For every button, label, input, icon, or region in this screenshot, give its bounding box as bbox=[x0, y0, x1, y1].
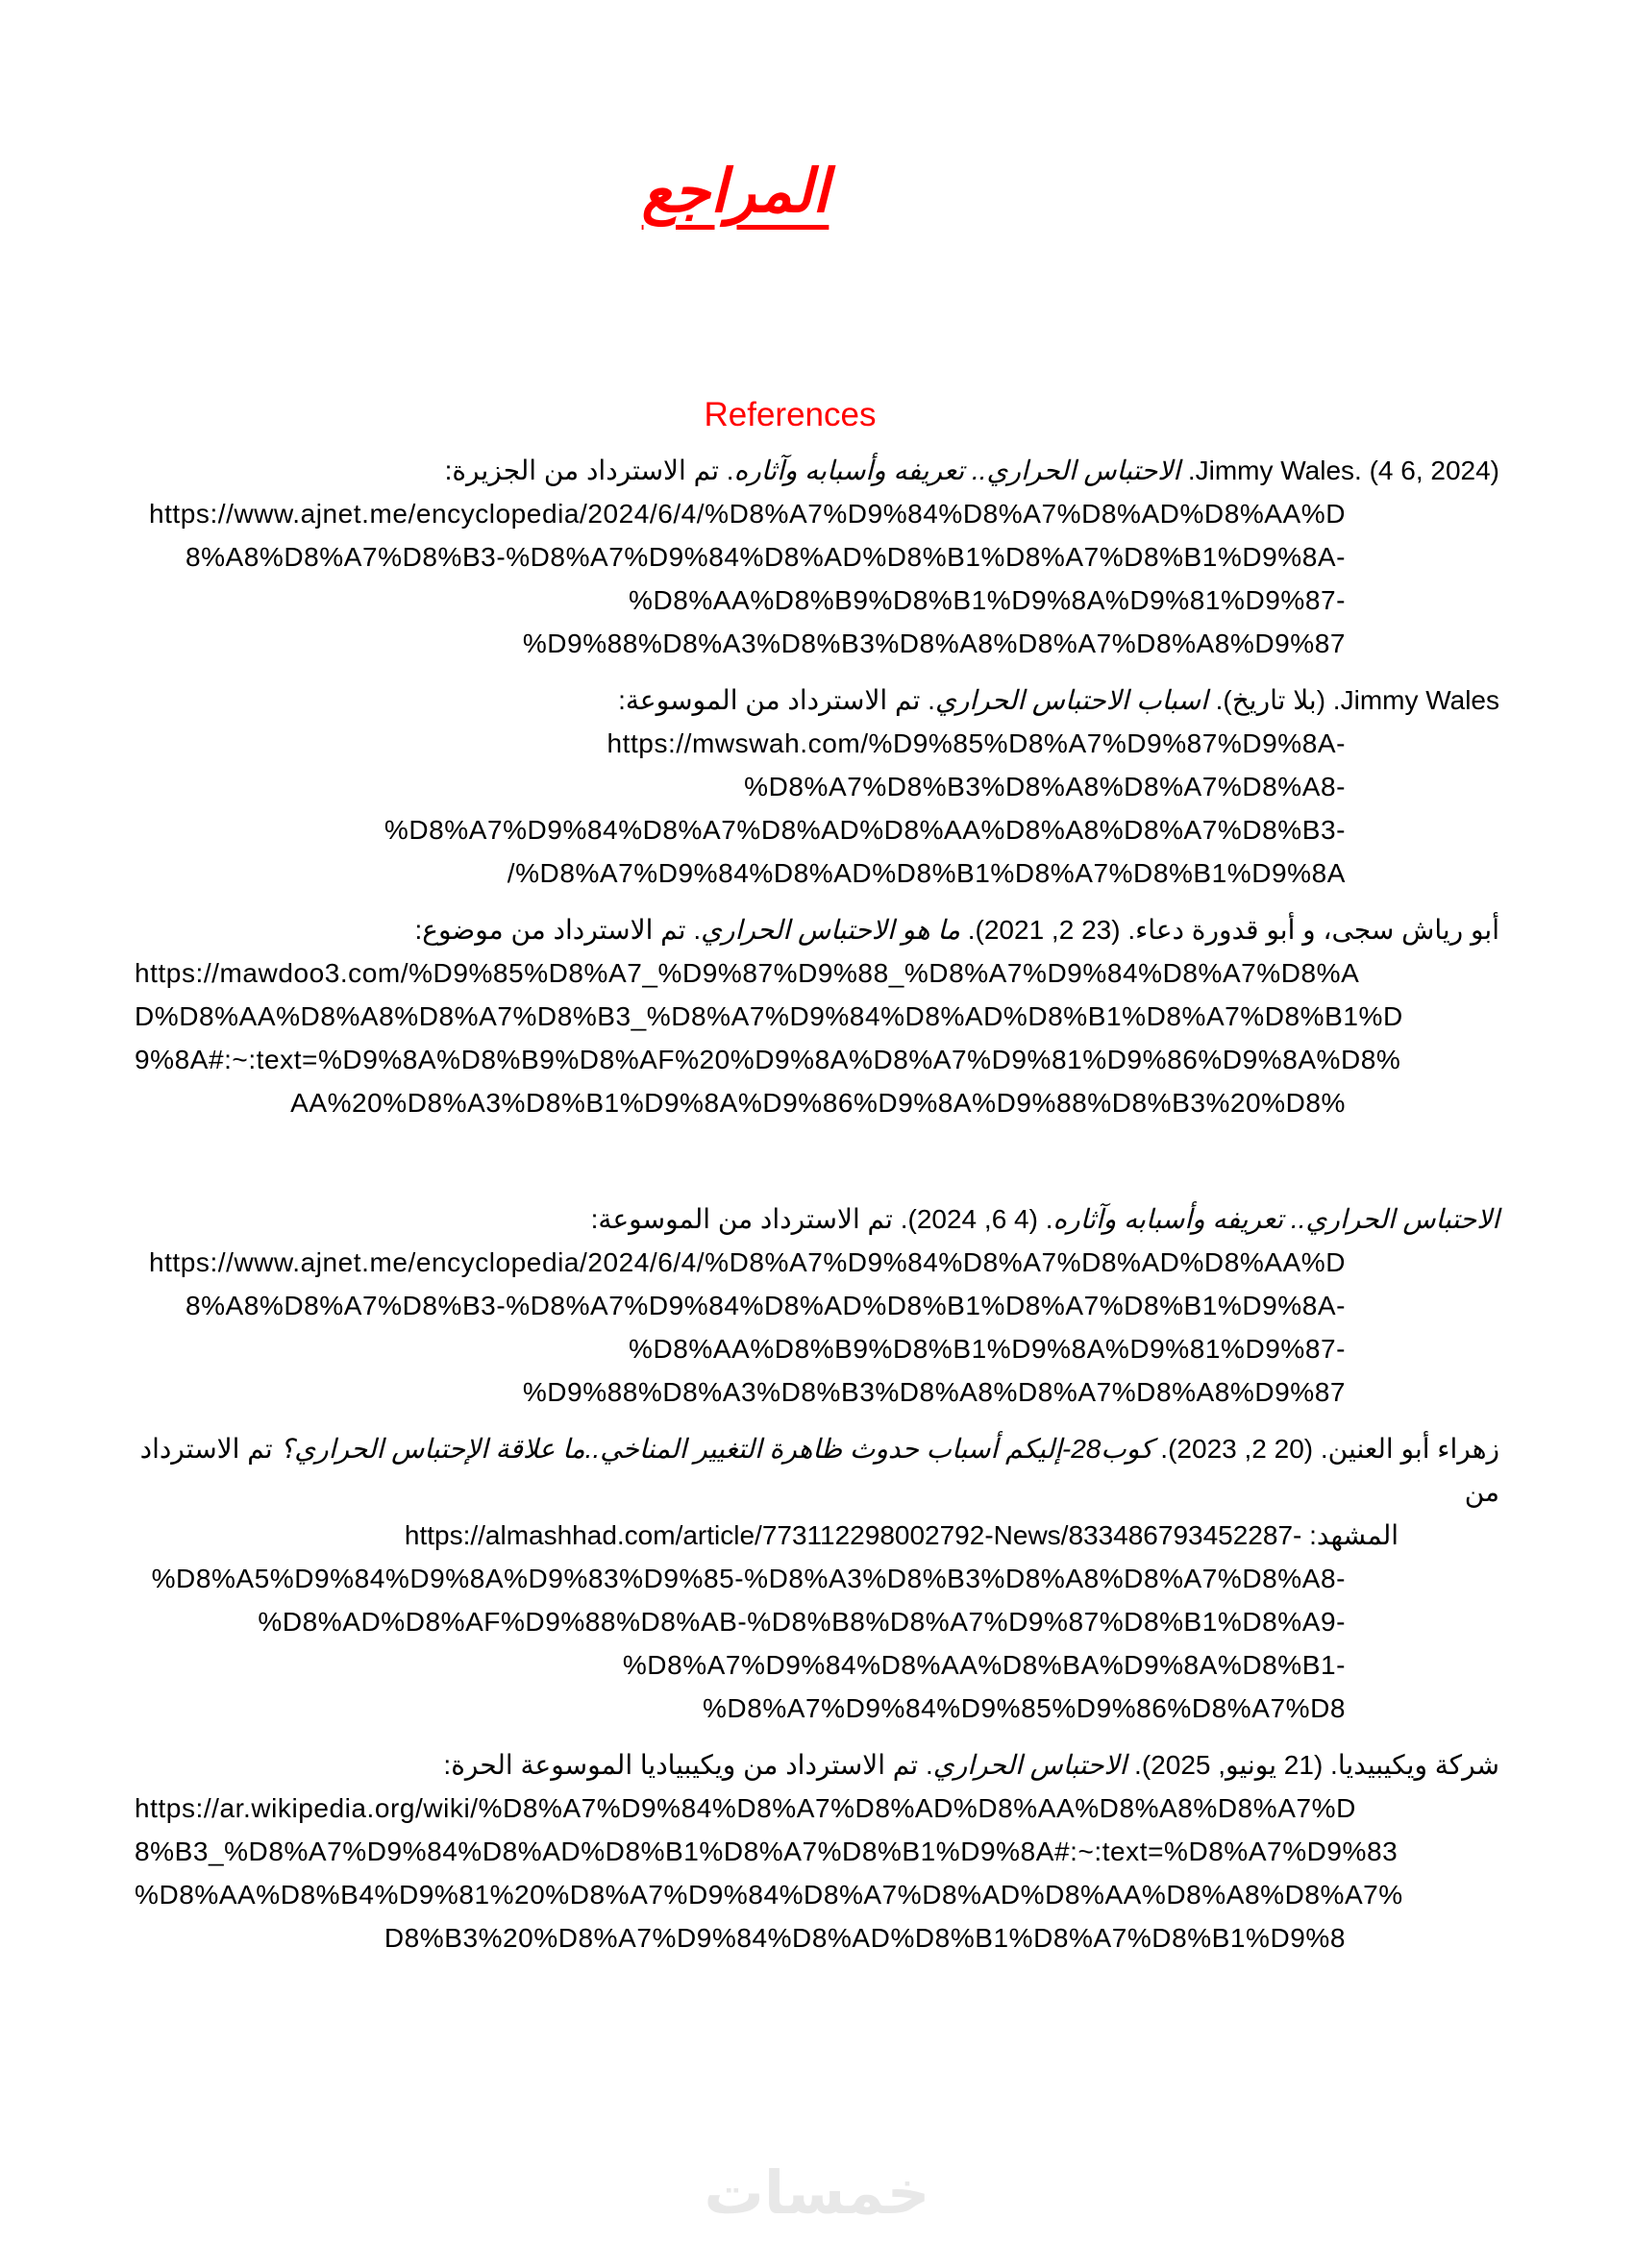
reference-url-line: https://mwswah.com/%D9%85%D8%A7%D9%87%D9%8A- bbox=[607, 727, 1346, 758]
reference-entry bbox=[135, 1743, 1499, 1960]
reference-title-italic: الاحتباس الحراري bbox=[932, 1749, 1127, 1780]
reference-retrieval-note: . (4 6, 2024). تم الاسترداد من الموسوعة: bbox=[590, 1203, 1053, 1234]
reference-url-line: %D8%A5%D9%84%D9%8A%D9%83%D9%85-%D8%A3%D8%B3%D8%A8%D8%A7%D8%A8- bbox=[151, 1563, 1346, 1593]
reference-url-line: %D8%A7%D8%B3%D8%A8%D8%A7%D8%A8- bbox=[744, 771, 1346, 801]
reference-url-line: https://www.ajnet.me/encyclopedia/2024/6/4/%D8%A7%D9%84%D8%A7%D8%AD%D8%AA%D bbox=[148, 1246, 1346, 1277]
reference-url-line: 8%B3_%D8%A7%D9%84%D8%AD%D8%B1%D8%A7%D8%B1%D9%8A#:~:text=%D8%A7%D9%83 bbox=[135, 1836, 1399, 1866]
reference-source-label: المشهد: bbox=[1301, 1519, 1399, 1550]
reference-source-url: https://almashhad.com/article/773112298002792-News/833486793452287- bbox=[404, 1519, 1302, 1550]
reference-title-italic: الاحتباس الحراري.. تعريفه وأسبابه وآثاره bbox=[733, 455, 1181, 485]
reference-title-italic: ما هو الاحتباس الحراري bbox=[701, 914, 960, 945]
reference-intro bbox=[135, 1197, 1499, 1241]
reference-url-line: https://mawdoo3.com/%D9%85%D8%A7_%D9%87%D9%88_%D8%A7%D9%84%D8%A7%D8%A bbox=[135, 957, 1360, 988]
reference-intro bbox=[135, 908, 1499, 951]
reference-entry bbox=[135, 1138, 1499, 1414]
reference-author-date: زهراء أبو العنين. (20 2, 2023). bbox=[1152, 1433, 1499, 1464]
khamsat-watermark: خمسات bbox=[704, 2160, 930, 2227]
reference-intro bbox=[135, 1427, 1499, 1514]
reference-intro bbox=[135, 678, 1499, 722]
reference-entry bbox=[135, 449, 1499, 665]
reference-url-line: %D8%A7%D9%84%D8%A7%D8%AD%D8%AA%D8%A8%D8%A7%D8%B3- bbox=[384, 814, 1346, 845]
reference-entry bbox=[135, 678, 1499, 895]
reference-url-line: %D8%AD%D8%AF%D9%88%D8%AB-%D8%B8%D8%A7%D9%87%D8%B1%D8%A9- bbox=[258, 1606, 1346, 1637]
reference-url-line: %D8%AA%D8%B4%D9%81%20%D8%A7%D9%84%D8%A7%D8%AD%D8%AA%D8%A8%D8%A7% bbox=[135, 1879, 1403, 1910]
reference-url-line: %D9%88%D8%A3%D8%B3%D8%A8%D8%A7%D8%A8%D9%87 bbox=[522, 628, 1346, 658]
reference-intro bbox=[135, 449, 1499, 492]
reference-url-line: 9%8A#:~:text=%D9%8A%D8%B9%D8%AF%20%D9%8A%D8%A7%D9%81%D9%86%D9%8A%D8% bbox=[135, 1044, 1401, 1074]
reference-entry bbox=[135, 908, 1499, 1124]
reference-retrieval-note: . تم الاسترداد من الجزيرة: bbox=[444, 455, 734, 485]
reference-entry bbox=[135, 1427, 1499, 1730]
references-heading: References bbox=[704, 395, 877, 433]
reference-url-line: %D8%AA%D8%B9%D8%B1%D9%8A%D9%81%D9%87- bbox=[629, 1333, 1346, 1364]
reference-retrieval-note: . تم الاسترداد من الموسوعة: bbox=[618, 684, 935, 715]
reference-title-italic: اسباب الاحتباس الحراري bbox=[934, 684, 1208, 715]
reference-url-line: %D9%88%D8%A3%D8%B3%D8%A8%D8%A7%D8%A8%D9%87 bbox=[522, 1376, 1346, 1407]
reference-author-date: شركة ويكيبيديا. (21 يونيو, 2025). bbox=[1126, 1749, 1499, 1780]
reference-retrieval-note: . تم الاسترداد من ويكيبياديا الموسوعة الحرة: bbox=[443, 1749, 933, 1780]
reference-url-line: %D8%A7%D9%84%D9%85%D9%86%D8%A7%D8 bbox=[702, 1692, 1346, 1723]
reference-url-line: 8%A8%D8%A7%D8%B3-%D8%A7%D9%84%D8%AD%D8%B1%D8%A7%D8%B1%D9%8A- bbox=[185, 1290, 1346, 1320]
reference-url-line: %D8%A7%D9%84%D8%AA%D8%BA%D9%8A%D8%B1- bbox=[622, 1649, 1346, 1680]
reference-title-italic: الاحتباس الحراري.. تعريفه وأسبابه وآثاره bbox=[1052, 1203, 1499, 1234]
reference-retrieval-note: . تم الاسترداد من موضوع: bbox=[414, 914, 702, 945]
references-list bbox=[135, 449, 1499, 1960]
page-title-arabic: المراجع bbox=[641, 159, 829, 225]
reference-url-line: /%D8%A7%D9%84%D8%AD%D8%B1%D8%A7%D8%B1%D9%8A bbox=[507, 857, 1346, 888]
document-page bbox=[0, 154, 1634, 1960]
reference-url-line: %D8%AA%D8%B9%D8%B1%D9%8A%D9%81%D9%87- bbox=[629, 584, 1346, 615]
reference-url-line: 8%A8%D8%A7%D8%B3-%D8%A7%D9%84%D8%AD%D8%B1%D8%A7%D8%B1%D9%8A- bbox=[185, 541, 1346, 572]
reference-intro bbox=[135, 1743, 1499, 1787]
reference-url-line: D%D8%AA%D8%A8%D8%A7%D8%B3_%D8%A7%D9%84%D8%AD%D8%B1%D8%A7%D8%B1%D bbox=[135, 1000, 1403, 1031]
page-title-arabic-wrap bbox=[53, 154, 1418, 232]
reference-author-date: أبو رياش سجى، و أبو قدورة دعاء. (23 2, 2021). bbox=[959, 914, 1499, 945]
reference-retrieval-note: تم الاسترداد من bbox=[139, 1433, 1499, 1507]
reference-author-date: Jimmy Wales. (4 6, 2024). bbox=[1180, 455, 1499, 485]
reference-url-line: D8%B3%20%D8%A7%D9%84%D8%AD%D8%B1%D8%A7%D8%B1%D9%8 bbox=[384, 1922, 1346, 1953]
reference-source-line bbox=[135, 1514, 1499, 1557]
reference-url-line: https://www.ajnet.me/encyclopedia/2024/6/4/%D8%A7%D9%84%D8%A7%D8%AD%D8%AA%D bbox=[148, 498, 1346, 529]
reference-url-line: AA%20%D8%A3%D8%B1%D9%8A%D9%86%D9%8A%D9%88%D8%B3%20%D8% bbox=[290, 1087, 1346, 1118]
reference-url-line: https://ar.wikipedia.org/wiki/%D8%A7%D9%84%D8%A7%D8%AD%D8%AA%D8%A8%D8%A7%D bbox=[135, 1792, 1356, 1823]
reference-title-italic: كوب28-إليكم أسباب حدوث ظاهرة التغيير المناخي..ما علاقة الإحتباس الحراري؟ bbox=[280, 1433, 1153, 1464]
reference-author-date: Jimmy Wales. (بلا تاريخ). bbox=[1207, 684, 1499, 715]
